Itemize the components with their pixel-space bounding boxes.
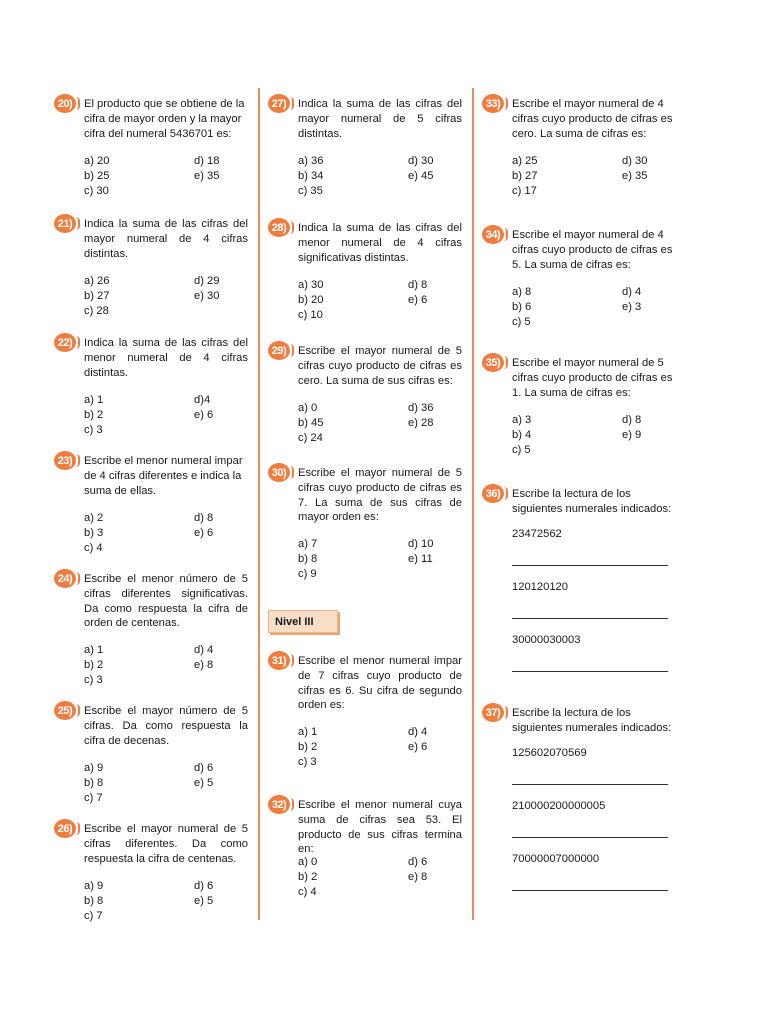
answer-option: c) 7 bbox=[84, 909, 103, 922]
answer-option: d) 4 bbox=[194, 644, 214, 656]
answer-option: d) 30 bbox=[408, 155, 434, 167]
question-text: Escribe la lectura de los siguientes numerales indicados: bbox=[512, 707, 672, 734]
option-row bbox=[298, 870, 468, 885]
answer-option: e) 8 bbox=[194, 658, 214, 671]
option-row bbox=[84, 761, 254, 776]
question-number-badge: 22) bbox=[54, 333, 76, 352]
answer-option: d) 10 bbox=[408, 538, 434, 550]
option-row bbox=[298, 401, 468, 416]
option-row bbox=[84, 791, 254, 806]
answer-option: c) 4 bbox=[298, 885, 317, 898]
answer-option: a) 1 bbox=[298, 726, 318, 738]
answer-option: c) 10 bbox=[298, 308, 323, 321]
question-number-badge: 32) bbox=[268, 795, 290, 814]
answer-option: c) 7 bbox=[84, 791, 103, 804]
answer-option bbox=[408, 885, 468, 900]
answer-option bbox=[194, 791, 254, 806]
answer-option: c) 3 bbox=[298, 755, 317, 768]
answer-option: e) 35 bbox=[194, 169, 220, 182]
answer-option bbox=[194, 541, 254, 556]
option-row bbox=[298, 552, 468, 567]
question-text: Escribe el mayor numeral de 4 cifras cuyo producto de cifras es 5. La suma de cifras es: bbox=[512, 229, 673, 271]
answer-option: b) 27 bbox=[84, 289, 110, 302]
question-text: Escribe el menor numeral impar de 4 cifras diferentes e indica la suma de ellas. bbox=[84, 455, 243, 497]
answer-options bbox=[84, 879, 254, 923]
option-row bbox=[512, 154, 682, 169]
question-number-badge: 24) bbox=[54, 569, 76, 588]
option-row bbox=[84, 511, 254, 526]
numeral-value: 125602070569 bbox=[512, 747, 587, 759]
option-row bbox=[84, 658, 254, 673]
answer-option: d) 29 bbox=[194, 275, 220, 287]
column-divider-left bbox=[258, 88, 260, 920]
answer-blank-line[interactable] bbox=[512, 671, 668, 672]
question-number-badge: 34) bbox=[482, 225, 504, 244]
answer-option bbox=[408, 308, 468, 323]
question-text: Indica la suma de las cifras del menor numeral de 4 cifras significativas distintas. bbox=[298, 222, 462, 264]
question-number-badge: 29) bbox=[268, 341, 290, 360]
question-text: Indica la suma de las cifras del menor numeral de 4 cifras distintas. bbox=[84, 337, 248, 379]
option-row bbox=[298, 537, 468, 552]
numeral-value: 23472562 bbox=[512, 528, 562, 540]
question-text: Escribe el mayor numeral de 5 cifras cuyo producto de cifras es 1. La suma de cifras es: bbox=[512, 357, 673, 399]
answer-option: a) 9 bbox=[84, 762, 104, 774]
answer-option: a) 0 bbox=[298, 402, 318, 414]
answer-options bbox=[84, 761, 254, 805]
question-text: Escribe el menor número de 5 cifras diferentes significativas. Da como respuesta la cifra de orden de centenas. bbox=[84, 573, 248, 630]
answer-options bbox=[84, 154, 254, 198]
answer-option: b) 27 bbox=[512, 169, 538, 182]
question-number-badge: 27) bbox=[268, 94, 290, 113]
answer-option: a) 36 bbox=[298, 155, 324, 167]
option-row bbox=[298, 278, 468, 293]
answer-option: e) 3 bbox=[622, 300, 642, 313]
option-row bbox=[84, 169, 254, 184]
answer-option: b) 8 bbox=[84, 894, 104, 907]
numeral-value: 120120120 bbox=[512, 581, 568, 593]
answer-options bbox=[298, 537, 468, 581]
answer-option: c) 3 bbox=[84, 673, 103, 686]
question-text: El producto que se obtiene de la cifra de mayor orden y la mayor cifra del numeral 5436701 es: bbox=[84, 98, 245, 140]
answer-option: d) 36 bbox=[408, 402, 434, 414]
option-row bbox=[84, 184, 254, 199]
question-number-badge: 28) bbox=[268, 218, 290, 237]
answer-option: b) 8 bbox=[298, 552, 318, 565]
numeral-value: 210000200000005 bbox=[512, 800, 606, 812]
answer-option: c) 5 bbox=[512, 315, 531, 328]
question-number-badge: 25) bbox=[54, 701, 76, 720]
answer-option: c) 5 bbox=[512, 443, 531, 456]
answer-option: a) 7 bbox=[298, 538, 318, 550]
answer-option: b) 34 bbox=[298, 169, 324, 182]
answer-option bbox=[622, 443, 682, 458]
answer-option: e) 6 bbox=[194, 526, 214, 539]
answer-option: e) 45 bbox=[408, 169, 434, 182]
option-row bbox=[512, 315, 682, 330]
answer-option: e) 6 bbox=[408, 293, 428, 306]
answer-option: d) 4 bbox=[622, 286, 642, 298]
answer-option: b) 8 bbox=[84, 776, 104, 789]
answer-option: e) 6 bbox=[194, 408, 214, 421]
answer-option: c) 35 bbox=[298, 184, 323, 197]
level-badge bbox=[268, 610, 338, 633]
question-text: Escribe el mayor numeral de 5 cifras cuyo producto de cifras es cero. La suma de sus cifras es: bbox=[298, 345, 462, 387]
option-row bbox=[298, 885, 468, 900]
question-number-badge: 30) bbox=[268, 463, 290, 482]
answer-option bbox=[622, 315, 682, 330]
question-text: Escribe el menor numeral impar de 7 cifras cuyo producto de cifras es 6. Su cifra de segundo orden es: bbox=[298, 655, 462, 712]
option-row bbox=[298, 855, 468, 870]
answer-option: d) 30 bbox=[622, 155, 648, 167]
answer-option bbox=[194, 423, 254, 438]
column-divider-right bbox=[472, 88, 474, 920]
option-row bbox=[84, 894, 254, 909]
option-row bbox=[84, 289, 254, 304]
option-row bbox=[512, 428, 682, 443]
answer-options bbox=[298, 154, 468, 198]
option-row bbox=[298, 169, 468, 184]
answer-option: d) 6 bbox=[194, 762, 214, 774]
answer-option: b) 4 bbox=[512, 428, 532, 441]
answer-option: a) 2 bbox=[84, 512, 104, 524]
option-row bbox=[512, 169, 682, 184]
option-row bbox=[298, 755, 468, 770]
answer-option bbox=[408, 755, 468, 770]
answer-option: b) 25 bbox=[84, 169, 110, 182]
answer-option bbox=[194, 184, 254, 199]
question-text: Indica la suma de las cifras del mayor numeral de 4 cifras distintas. bbox=[84, 218, 248, 260]
option-row bbox=[298, 308, 468, 323]
answer-option: a) 20 bbox=[84, 155, 110, 167]
answer-options bbox=[298, 855, 468, 899]
option-row bbox=[84, 526, 254, 541]
option-row bbox=[84, 879, 254, 894]
answer-option: b) 20 bbox=[298, 293, 324, 306]
answer-option: e) 5 bbox=[194, 894, 214, 907]
answer-option bbox=[194, 909, 254, 924]
answer-options bbox=[84, 511, 254, 555]
answer-option: a) 9 bbox=[84, 880, 104, 892]
answer-option: a) 25 bbox=[512, 155, 538, 167]
question-text: Indica la suma de las cifras del mayor numeral de 5 cifras distintas. bbox=[298, 98, 462, 140]
answer-option: d) 18 bbox=[194, 155, 220, 167]
answer-options bbox=[84, 274, 254, 318]
answer-option: e) 35 bbox=[622, 169, 648, 182]
option-row bbox=[298, 293, 468, 308]
answer-blank-line[interactable] bbox=[512, 784, 668, 785]
option-row bbox=[84, 643, 254, 658]
question-text: Escribe el mayor número de 5 cifras. Da como respuesta la cifra de decenas. bbox=[84, 705, 248, 747]
option-row bbox=[298, 416, 468, 431]
answer-option: e) 5 bbox=[194, 776, 214, 789]
answer-option bbox=[194, 673, 254, 688]
answer-option: c) 24 bbox=[298, 431, 323, 444]
answer-option: c) 9 bbox=[298, 567, 317, 580]
answer-option: d) 4 bbox=[408, 726, 428, 738]
question-number-badge: 26) bbox=[54, 819, 76, 838]
answer-option: c) 4 bbox=[84, 541, 103, 554]
answer-option: b) 2 bbox=[298, 870, 318, 883]
option-row bbox=[512, 413, 682, 428]
answer-option: b) 2 bbox=[298, 740, 318, 753]
answer-option: e) 9 bbox=[622, 428, 642, 441]
option-row bbox=[84, 393, 254, 408]
answer-blank-line[interactable] bbox=[512, 565, 668, 566]
answer-options bbox=[298, 725, 468, 769]
option-row bbox=[298, 184, 468, 199]
answer-option: e) 6 bbox=[408, 740, 428, 753]
answer-option: b) 3 bbox=[84, 526, 104, 539]
answer-option bbox=[194, 304, 254, 319]
option-row bbox=[84, 423, 254, 438]
question-number-badge: 31) bbox=[268, 651, 290, 670]
question-number-badge: 37) bbox=[482, 703, 504, 722]
option-row bbox=[84, 154, 254, 169]
option-row bbox=[84, 408, 254, 423]
answer-option bbox=[408, 431, 468, 446]
answer-blank-line[interactable] bbox=[512, 837, 668, 838]
answer-option: c) 30 bbox=[84, 184, 109, 197]
answer-option: b) 2 bbox=[84, 658, 104, 671]
answer-option: a) 26 bbox=[84, 275, 110, 287]
option-row bbox=[84, 909, 254, 924]
answer-option: c) 3 bbox=[84, 423, 103, 436]
option-row bbox=[84, 274, 254, 289]
answer-option: e) 28 bbox=[408, 416, 434, 429]
answer-option: a) 30 bbox=[298, 279, 324, 291]
answer-option: e) 8 bbox=[408, 870, 428, 883]
question-text: Escribe el mayor numeral de 5 cifras diferentes. Da como respuesta la cifra de centenas. bbox=[84, 823, 248, 865]
answer-option: c) 28 bbox=[84, 304, 109, 317]
question-text: Escribe el menor numeral cuya suma de cifras sea 53. El producto de sus cifras termina en: bbox=[298, 799, 462, 856]
answer-options bbox=[512, 154, 682, 198]
answer-option: a) 1 bbox=[84, 394, 104, 406]
option-row bbox=[298, 725, 468, 740]
option-row bbox=[512, 285, 682, 300]
option-row bbox=[298, 740, 468, 755]
answer-options bbox=[84, 393, 254, 437]
answer-option: c) 17 bbox=[512, 184, 537, 197]
answer-option: b) 2 bbox=[84, 408, 104, 421]
answer-options bbox=[298, 401, 468, 445]
option-row bbox=[84, 541, 254, 556]
answer-option: e) 30 bbox=[194, 289, 220, 302]
question-number-badge: 23) bbox=[54, 451, 76, 470]
answer-option: d) 6 bbox=[408, 856, 428, 868]
answer-option: a) 3 bbox=[512, 414, 532, 426]
numeral-value: 70000007000000 bbox=[512, 853, 600, 865]
answer-option: b) 6 bbox=[512, 300, 532, 313]
level-label: Nivel III bbox=[275, 615, 314, 628]
answer-option bbox=[408, 184, 468, 199]
question-number-badge: 21) bbox=[54, 214, 76, 233]
option-row bbox=[512, 443, 682, 458]
answer-option: d) 6 bbox=[194, 880, 214, 892]
option-row bbox=[298, 567, 468, 582]
answer-option: d) 8 bbox=[622, 414, 642, 426]
question-number-badge: 33) bbox=[482, 94, 504, 113]
option-row bbox=[84, 776, 254, 791]
question-number-badge: 35) bbox=[482, 353, 504, 372]
answer-option: d)4 bbox=[194, 394, 211, 406]
question-text: Escribe el mayor numeral de 4 cifras cuyo producto de cifras es cero. La suma de cifras es: bbox=[512, 98, 673, 140]
question-number-badge: 36) bbox=[482, 484, 504, 503]
answer-option: a) 8 bbox=[512, 286, 532, 298]
answer-option: e) 11 bbox=[408, 552, 433, 565]
question-number-badge: 20) bbox=[54, 94, 76, 113]
answer-option bbox=[408, 567, 468, 582]
answer-options bbox=[512, 413, 682, 457]
question-text: Escribe el mayor numeral de 5 cifras cuyo producto de cifras es 7. La suma de sus cifras de mayor orden es: bbox=[298, 467, 462, 524]
answer-options bbox=[84, 643, 254, 687]
option-row bbox=[298, 154, 468, 169]
answer-option: d) 8 bbox=[194, 512, 214, 524]
answer-blank-line[interactable] bbox=[512, 890, 668, 891]
question-text: Escribe la lectura de los siguientes numerales indicados: bbox=[512, 488, 672, 515]
option-row bbox=[512, 184, 682, 199]
option-row bbox=[84, 304, 254, 319]
answer-option: a) 1 bbox=[84, 644, 104, 656]
answer-option: b) 45 bbox=[298, 416, 324, 429]
answer-option: a) 0 bbox=[298, 856, 318, 868]
answer-option bbox=[622, 184, 682, 199]
option-row bbox=[512, 300, 682, 315]
answer-options bbox=[512, 285, 682, 329]
answer-options bbox=[298, 278, 468, 322]
answer-option: d) 8 bbox=[408, 279, 428, 291]
option-row bbox=[298, 431, 468, 446]
numeral-value: 30000030003 bbox=[512, 634, 581, 646]
option-row bbox=[84, 673, 254, 688]
answer-blank-line[interactable] bbox=[512, 618, 668, 619]
